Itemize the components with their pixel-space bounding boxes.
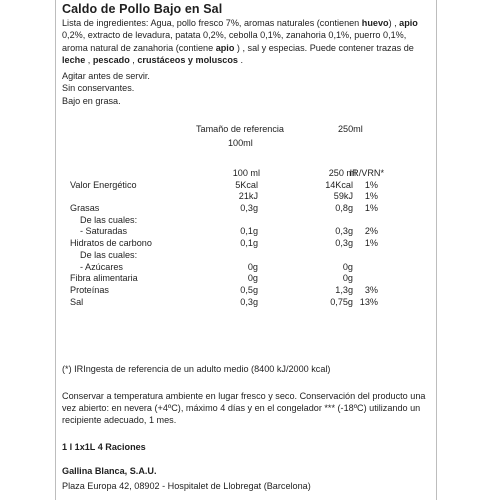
value-100ml: 0,3g xyxy=(240,203,258,214)
table-header-row xyxy=(56,168,436,180)
table-row xyxy=(56,250,436,262)
header-100ml: 100 ml xyxy=(232,168,260,178)
ingredients-text: , xyxy=(129,55,138,66)
table-row xyxy=(56,273,436,285)
value-100ml: 0,1g xyxy=(240,238,258,249)
note-grasa: Bajo en grasa. xyxy=(62,95,121,106)
table-row xyxy=(56,191,436,203)
value-ir: 13% xyxy=(359,296,378,307)
allergen-leche: leche xyxy=(62,55,86,66)
value-250ml: 1,3g xyxy=(335,284,353,295)
nutrient-label: De las cuales: xyxy=(80,214,138,225)
nutrient-label: Hidratos de carbono xyxy=(70,238,152,249)
nutrient-label: Fibra alimentaria xyxy=(70,273,138,284)
value-250ml: 0,75g xyxy=(330,296,353,307)
value-100ml: 0,5g xyxy=(240,284,258,295)
value-250ml: 14Kcal xyxy=(325,179,353,190)
value-250ml: 0,3g xyxy=(335,226,353,237)
value-100ml: 0g xyxy=(247,261,258,272)
product-notes xyxy=(62,70,150,107)
allergen-apio: apio xyxy=(399,18,418,28)
allergen-huevo: huevo xyxy=(361,18,389,28)
table-body xyxy=(56,180,436,309)
ingredients-text: 0,2%, extracto de levadura, patata 0,2%, cebolla 0,1%, zanahoria 0,1%, puerro 0,1%, aroma natural de zanahoria (contiene xyxy=(62,30,407,53)
header-ir: IR/VRN* xyxy=(349,168,384,178)
value-ir: 1% xyxy=(364,203,378,214)
nutrient-label: De las cuales: xyxy=(80,249,138,260)
table-row xyxy=(56,285,436,297)
nutrition-label xyxy=(55,0,437,500)
reference-size-value: 100ml xyxy=(228,138,253,148)
reference-250-label: 250ml xyxy=(338,124,363,134)
table-row xyxy=(56,297,436,309)
reference-size-label: Tamaño de referencia xyxy=(196,124,284,134)
table-row xyxy=(56,226,436,238)
nutrient-label: Sal xyxy=(70,296,84,307)
value-100ml: 0,1g xyxy=(240,226,258,237)
conservation-text: Conservar a temperatura ambiente en lugar fresco y seco. Conservación del producto una vez abierto: en nevera (+4ºC), máximo 4 días y en el congelador *** (-18ºC) utilizando un recipiente adecuado, 1 mes. xyxy=(62,391,426,426)
product-title: Caldo de Pollo Bajo en Sal xyxy=(62,2,223,16)
note-agitar: Agitar antes de servir. xyxy=(62,71,150,81)
format-info: 1 l 1x1L 4 Raciones xyxy=(62,442,146,452)
table-row xyxy=(56,203,436,215)
nutrient-label: - Saturadas xyxy=(80,226,128,237)
value-100ml: 21kJ xyxy=(238,191,258,202)
note-conservantes: Sin conservantes. xyxy=(62,83,135,94)
nutrition-table xyxy=(56,168,436,308)
table-row xyxy=(56,238,436,250)
footnote: (*) IRIngesta de referencia de un adulto medio (8400 kJ/2000 kcal) xyxy=(62,364,331,374)
value-250ml: 0,8g xyxy=(335,203,353,214)
value-100ml: 0g xyxy=(247,273,258,284)
company-address: Plaza Europa 42, 08902 - Hospitalet de Llobregat (Barcelona) xyxy=(62,481,311,491)
allergen-pescado: pescado xyxy=(92,55,130,66)
header-250ml: 250 ml xyxy=(328,168,356,178)
nutrient-label: - Azúcares xyxy=(80,261,123,272)
value-ir: 1% xyxy=(364,179,378,190)
value-ir: 1% xyxy=(364,238,378,249)
value-250ml: 59kJ xyxy=(333,191,353,202)
ingredients-text: . xyxy=(237,55,244,66)
value-250ml: 0,3g xyxy=(335,238,353,249)
nutrient-label: Grasas xyxy=(70,203,100,214)
table-row xyxy=(56,180,436,192)
table-row xyxy=(56,215,436,227)
allergen-apio: apio xyxy=(215,42,235,53)
value-ir: 3% xyxy=(364,284,378,295)
value-100ml: 0,3g xyxy=(240,296,258,307)
nutrient-label: Proteínas xyxy=(70,284,109,295)
ingredients-text: , xyxy=(85,55,93,66)
ingredients-list xyxy=(62,17,434,67)
company-name: Gallina Blanca, S.A.U. xyxy=(62,466,157,476)
table-row xyxy=(56,262,436,274)
allergen-crustaceos: crustáceos y moluscos xyxy=(137,55,238,66)
value-ir: 2% xyxy=(364,226,378,237)
value-250ml: 0g xyxy=(342,273,353,284)
value-ir: 1% xyxy=(364,191,378,202)
ingredients-text: ) , xyxy=(388,18,400,28)
nutrient-label: Valor Energético xyxy=(70,179,137,190)
value-100ml: 5Kcal xyxy=(235,179,258,190)
ingredients-text: Lista de ingredientes: Agua, pollo fresco 7%, aromas naturales (contienen xyxy=(62,18,362,28)
value-250ml: 0g xyxy=(342,261,353,272)
ingredients-text: ) , sal y especias. Puede contener trazas de xyxy=(234,42,414,53)
